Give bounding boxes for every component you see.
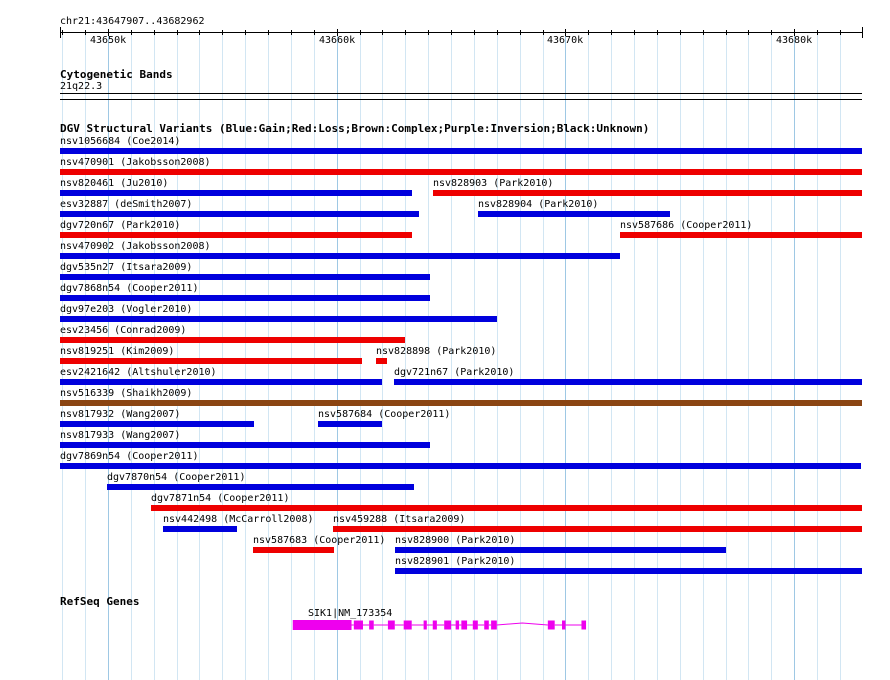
variant-label[interactable]: dgv720n67 (Park2010) bbox=[60, 220, 181, 231]
variant-label[interactable]: nsv587686 (Cooper2011) bbox=[620, 220, 753, 231]
variant-bar-gain[interactable] bbox=[163, 526, 237, 532]
variant-bar-gain[interactable] bbox=[107, 484, 414, 490]
gene-intron bbox=[497, 623, 548, 625]
variant-label[interactable]: nsv817933 (Wang2007) bbox=[60, 430, 181, 441]
gene-exon[interactable] bbox=[354, 621, 363, 630]
ruler-minor-tick bbox=[314, 30, 315, 35]
variant-label[interactable]: nsv828898 (Park2010) bbox=[376, 346, 497, 357]
variant-bar-gain[interactable] bbox=[395, 568, 862, 574]
variant-bar-gain[interactable] bbox=[60, 274, 430, 280]
variant-bar-gain[interactable] bbox=[318, 421, 382, 427]
gene-exon[interactable] bbox=[404, 621, 412, 630]
variant-label[interactable]: dgv97e203 (Vogler2010) bbox=[60, 304, 193, 315]
variant-label[interactable]: dgv7871n54 (Cooper2011) bbox=[151, 493, 290, 504]
variant-label[interactable]: nsv442498 (McCarroll2008) bbox=[163, 514, 314, 525]
variant-bar-gain[interactable] bbox=[394, 379, 862, 385]
variant-label[interactable]: nsv828903 (Park2010) bbox=[433, 178, 554, 189]
variant-bar-loss[interactable] bbox=[620, 232, 862, 238]
variant-label[interactable]: nsv470902 (Jakobsson2008) bbox=[60, 241, 211, 252]
gene-exon[interactable] bbox=[369, 621, 374, 630]
variant-label[interactable]: dgv7869n54 (Cooper2011) bbox=[60, 451, 199, 462]
ruler-minor-tick bbox=[222, 30, 223, 35]
ruler-minor-tick bbox=[817, 30, 818, 35]
ruler-minor-tick bbox=[382, 30, 383, 35]
variant-label[interactable]: nsv828901 (Park2010) bbox=[395, 556, 516, 567]
variant-label[interactable]: nsv470901 (Jakobsson2008) bbox=[60, 157, 211, 168]
variant-bar-loss[interactable] bbox=[60, 232, 412, 238]
variant-label[interactable]: nsv817932 (Wang2007) bbox=[60, 409, 181, 420]
gene-exon[interactable] bbox=[562, 621, 565, 630]
ruler-minor-tick bbox=[703, 30, 704, 35]
ruler-minor-tick bbox=[748, 30, 749, 35]
ruler-minor-tick bbox=[199, 30, 200, 35]
gene-exon[interactable] bbox=[461, 621, 467, 630]
variant-bar-gain[interactable] bbox=[60, 148, 862, 154]
variant-bar-gain[interactable] bbox=[395, 547, 726, 553]
ruler-line bbox=[60, 32, 862, 33]
variant-bar-complex[interactable] bbox=[60, 400, 862, 406]
cytoband-track-title[interactable]: Cytogenetic Bands bbox=[60, 68, 173, 81]
ruler-minor-tick bbox=[680, 30, 681, 35]
variant-label[interactable]: dgv7868n54 (Cooper2011) bbox=[60, 283, 199, 294]
gene-exon[interactable] bbox=[388, 621, 395, 630]
refseq-track-title[interactable]: RefSeq Genes bbox=[60, 595, 140, 608]
ruler-minor-tick bbox=[268, 30, 269, 35]
dgv-track-title[interactable]: DGV Structural Variants (Blue:Gain;Red:Loss;Brown:Complex;Purple:Inversion;Black:Unknown) bbox=[60, 122, 650, 135]
variant-bar-gain[interactable] bbox=[60, 379, 382, 385]
variant-label[interactable]: dgv535n27 (Itsara2009) bbox=[60, 262, 193, 273]
ruler-minor-tick bbox=[520, 30, 521, 35]
ruler-tick-label: 43680k bbox=[776, 35, 813, 46]
variant-bar-gain[interactable] bbox=[60, 190, 412, 196]
variant-bar-gain[interactable] bbox=[60, 253, 620, 259]
ruler-minor-tick bbox=[588, 30, 589, 35]
variant-label[interactable]: nsv1056684 (Coe2014) bbox=[60, 136, 181, 147]
variant-bar-gain[interactable] bbox=[60, 295, 430, 301]
variant-label[interactable]: nsv820461 (Ju2010) bbox=[60, 178, 169, 189]
ruler-minor-tick bbox=[177, 30, 178, 35]
cytoband-label: 21q22.3 bbox=[60, 81, 103, 92]
variant-bar-gain[interactable] bbox=[478, 211, 670, 217]
gene-exon[interactable] bbox=[581, 621, 586, 630]
variant-label[interactable]: nsv587684 (Cooper2011) bbox=[318, 409, 451, 420]
variant-bar-loss[interactable] bbox=[376, 358, 387, 364]
ruler-minor-tick bbox=[543, 30, 544, 35]
gene-exon[interactable] bbox=[491, 621, 497, 630]
ruler-minor-tick bbox=[245, 30, 246, 35]
variant-bar-loss[interactable] bbox=[60, 337, 405, 343]
ruler-minor-tick bbox=[154, 30, 155, 35]
variant-bar-loss[interactable] bbox=[333, 526, 862, 532]
ruler-minor-tick bbox=[840, 30, 841, 35]
ruler-minor-tick bbox=[428, 30, 429, 35]
gene-exon[interactable] bbox=[456, 621, 459, 630]
ruler-minor-tick bbox=[62, 30, 63, 35]
ruler-minor-tick bbox=[291, 30, 292, 35]
variant-label[interactable]: esv23456 (Conrad2009) bbox=[60, 325, 187, 336]
variant-bar-loss[interactable] bbox=[60, 169, 862, 175]
variant-label[interactable]: nsv587683 (Cooper2011) bbox=[253, 535, 386, 546]
gene-exon[interactable] bbox=[484, 621, 489, 630]
position-label: chr21:43647907..43682962 bbox=[60, 16, 205, 27]
variant-bar-gain[interactable] bbox=[60, 211, 419, 217]
gene-model[interactable] bbox=[0, 615, 890, 635]
variant-label[interactable]: nsv516339 (Shaikh2009) bbox=[60, 388, 193, 399]
ruler-minor-tick bbox=[771, 30, 772, 35]
variant-bar-gain[interactable] bbox=[60, 463, 861, 469]
gene-exon[interactable] bbox=[444, 621, 451, 630]
ruler-minor-tick bbox=[726, 30, 727, 35]
variant-label[interactable]: esv32887 (deSmith2007) bbox=[60, 199, 193, 210]
variant-bar-loss[interactable] bbox=[151, 505, 862, 511]
variant-bar-loss[interactable] bbox=[433, 190, 862, 196]
ruler-minor-tick bbox=[611, 30, 612, 35]
ruler-minor-tick bbox=[497, 30, 498, 35]
variant-label[interactable]: nsv828904 (Park2010) bbox=[478, 199, 599, 210]
variant-label[interactable]: nsv828900 (Park2010) bbox=[395, 535, 516, 546]
variant-label[interactable]: dgv7870n54 (Cooper2011) bbox=[107, 472, 246, 483]
variant-bar-loss[interactable] bbox=[253, 547, 334, 553]
gene-exon[interactable] bbox=[433, 621, 437, 630]
variant-bar-loss[interactable] bbox=[60, 358, 362, 364]
ruler-minor-tick bbox=[474, 30, 475, 35]
gene-exon[interactable] bbox=[473, 621, 478, 630]
ruler-tick-label: 43660k bbox=[319, 35, 356, 46]
variant-bar-gain[interactable] bbox=[60, 316, 497, 322]
gene-exon[interactable] bbox=[548, 621, 555, 630]
cytoband-bottom-line bbox=[60, 99, 862, 100]
ruler-minor-tick bbox=[131, 30, 132, 35]
variant-label[interactable]: nsv459288 (Itsara2009) bbox=[333, 514, 466, 525]
ruler-minor-tick bbox=[360, 30, 361, 35]
gene-label[interactable]: SIK1|NM_173354 bbox=[308, 608, 393, 619]
gene-exon[interactable] bbox=[293, 620, 352, 630]
ruler-tick-label: 43650k bbox=[90, 35, 127, 46]
variant-bar-gain[interactable] bbox=[60, 442, 430, 448]
ruler-minor-tick bbox=[657, 30, 658, 35]
ruler-minor-tick bbox=[451, 30, 452, 35]
variant-label[interactable]: esv2421642 (Altshuler2010) bbox=[60, 367, 217, 378]
variant-bar-gain[interactable] bbox=[60, 421, 254, 427]
cytoband-top-line bbox=[60, 93, 862, 94]
ruler-tick-label: 43670k bbox=[547, 35, 584, 46]
ruler-minor-tick bbox=[634, 30, 635, 35]
ruler-minor-tick bbox=[85, 30, 86, 35]
variant-label[interactable]: dgv721n67 (Park2010) bbox=[394, 367, 515, 378]
ruler-minor-tick bbox=[405, 30, 406, 35]
gene-exon[interactable] bbox=[424, 621, 427, 630]
variant-label[interactable]: nsv819251 (Kim2009) bbox=[60, 346, 175, 357]
